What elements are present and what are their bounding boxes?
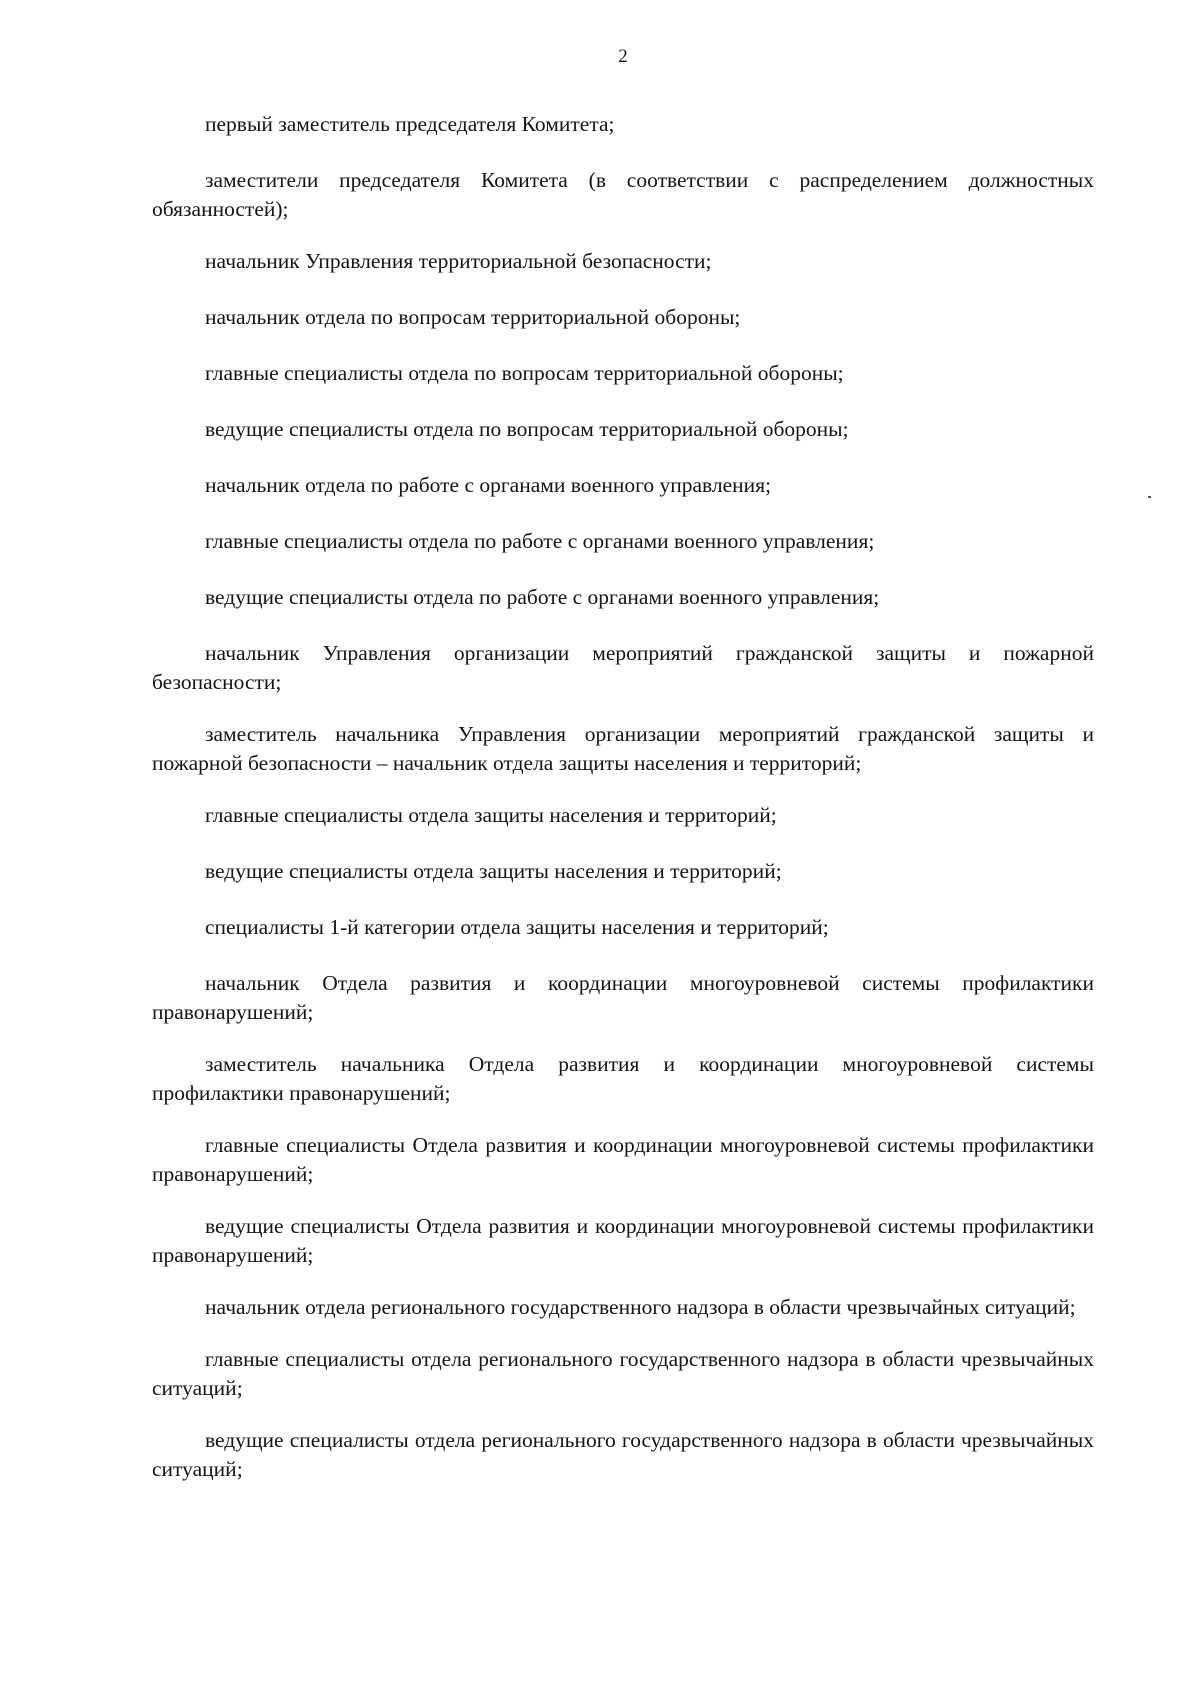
- list-item: главные специалисты Отдела развития и координации многоуровневой системы профилактики правонарушений;: [152, 1133, 1094, 1186]
- list-item: главные специалисты отдела по вопросам территориальной обороны;: [205, 361, 844, 385]
- list-item: начальник отдела по вопросам территориальной обороны;: [205, 305, 741, 329]
- list-item: ведущие специалисты отдела по вопросам территориальной обороны;: [205, 417, 849, 441]
- list-item: заместитель начальника Отдела развития и координации многоуровневой системы профилактики правонарушений;: [152, 1052, 1094, 1105]
- list-item: ведущие специалисты Отдела развития и координации многоуровневой системы профилактики правонарушений;: [152, 1214, 1094, 1267]
- list-item: начальник отдела регионального государственного надзора в области чрезвычайных ситуаций;: [205, 1295, 1076, 1319]
- scan-speck: [1148, 496, 1151, 498]
- list-item: главные специалисты отдела по работе с органами военного управления;: [205, 529, 875, 553]
- list-item: ведущие специалисты отдела защиты населения и территорий;: [205, 859, 782, 883]
- list-item: заместители председателя Комитета (в соответствии с распределением должностных обязанностей);: [152, 168, 1094, 221]
- list-item: главные специалисты отдела защиты населения и территорий;: [205, 803, 777, 827]
- list-item: начальник Управления организации мероприятий гражданской защиты и пожарной безопасности;: [152, 641, 1094, 694]
- list-item: начальник отдела по работе с органами военного управления;: [205, 473, 772, 497]
- list-item: начальник Управления территориальной безопасности;: [205, 249, 712, 273]
- list-item: начальник Отдела развития и координации многоуровневой системы профилактики правонарушений;: [152, 971, 1094, 1024]
- list-item: ведущие специалисты отдела по работе с органами военного управления;: [205, 585, 880, 609]
- list-item: ведущие специалисты отдела регионального государственного надзора в области чрезвычайных ситуаций;: [152, 1428, 1094, 1481]
- list-item: заместитель начальника Управления организации мероприятий гражданской защиты и пожарной безопасности – начальник отдела защиты населения и территорий;: [152, 722, 1094, 775]
- page-number: 2: [618, 46, 628, 67]
- position-list: [152, 110, 1094, 1484]
- list-item: главные специалисты отдела регионального государственного надзора в области чрезвычайных ситуаций;: [152, 1347, 1094, 1400]
- list-item: специалисты 1-й категории отдела защиты населения и территорий;: [205, 915, 829, 939]
- list-item: первый заместитель председателя Комитета;: [205, 112, 615, 136]
